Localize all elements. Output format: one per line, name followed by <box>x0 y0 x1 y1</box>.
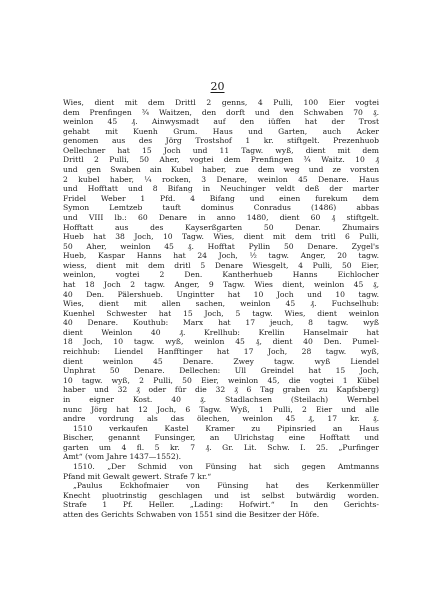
text-line: in eigner Kost. 40 ₰. Stadlachsen (Steilach) Wernbel <box>63 394 379 404</box>
page-number: 20 <box>210 80 225 93</box>
text-line: Bischer, genannt Funsinger, an Ulrichstag eine Hofftatt und <box>63 433 379 443</box>
text-line: garten um 4 fl. 5 kr. 7 ₰. Gr. Lit. Schw. I. 25. „Purfinger <box>63 442 379 452</box>
text-line: Knecht pluotrinstig geschlagen und ist selbst butwärdig worden. <box>63 490 379 500</box>
text-line: Drittl 2 Pulli, 50 Aher, vogtei dem Prenfingen ¾ Waitz. 10 ₰ <box>63 155 379 165</box>
text-line: 1510. „Der Schmid von Fünsing hat sich gegen Amtmanns <box>73 461 379 471</box>
text-line: Hueb, Kaspar Hanns hat 24 Joch, ½ tagw. Anger, 20 tagw. <box>63 251 379 261</box>
text-line: Oellechner hat 15 Joch und 11 Tagw. wyß, dient mit dem <box>63 145 379 155</box>
text-line: 50 Aher, weinlon 45 ₰. Hofftat Pyllin 50 Denare. Zygel's <box>63 241 379 251</box>
text-line: und VIII lb.: 60 Denare in anno 1480, dient 60 ₰ stiftgelt. <box>63 212 379 222</box>
text-line: dient weinlon 45 Denare. Zwey tagw. wyß Liendel <box>63 356 379 366</box>
text-line: Hueb hat 38 Joch, 10 Tagw. Wies, dient mit dem tritl 6 Pulli, <box>63 232 379 242</box>
text-line: 18 Joch, 10 tagw. wyß, weinlon 45 ₰, dient 40 Den. Pumel- <box>63 337 379 347</box>
body-text <box>63 98 379 519</box>
text-line: Strafe 1 Pf. Heller. „Lading: Hofwirt.“ In den Gerichts- <box>63 500 379 510</box>
text-line: Wies, dient mit allen sachen, weinlon 45 ₰. Fuchselhub: <box>63 299 379 309</box>
text-line: haber und 32 ₰ oder für die 32 ₰ 6 Tag graben zu Kapfsberg) <box>63 385 379 395</box>
text-line: dem Prenfingen ¾ Waitzen, den dorft und den Schwaben 70 ₰. <box>63 107 379 117</box>
text-line: gehabt mit Kuenh Grum. Haus und Garten, auch Acker <box>63 126 379 136</box>
text-line: Pfand mit Gewalt gewert. Strafe 7 kr.“ <box>63 471 212 481</box>
text-line: 40 Den. Pälershueb. Ungintter hat 10 Joch und 10 tagw. <box>63 289 379 299</box>
text-line: 2 kubel haber, ¼ rocken, 3 Denare, weinlon 45 Denare. Haus <box>63 174 379 184</box>
text-line: dient Weinlon 40 ₰. Krellhub: Krellin Hanselmair hat <box>63 327 379 337</box>
text-line: weinlon, vogtei 2 Den. Kantherhueb Hanns Eichlocher <box>63 270 379 280</box>
text-line: Hofftatt aus des Kayserßgarten 50 Denar. Zhumairs <box>63 222 379 232</box>
text-line: wiess, dient mit dem dritl 5 Denare Wiesgelt, 4 Pulli, 50 Eier, <box>63 260 379 270</box>
text-line: atten des Gerichts Schwaben von 1551 sind die Besitzer der Höfe. <box>63 509 320 519</box>
text-line: andre vordrung als das ölechen, weinlon 45 ₰, 17 kr. ₰. <box>63 414 379 424</box>
text-line: 10 tagw. wyß, 2 Pulli, 50 Eier, weinlon 45, die vogtei 1 Kübel <box>63 375 379 385</box>
text-line: und Hofftatt und 8 Bifang in Neuchinger veldt deß der marter <box>63 184 379 194</box>
text-line: Kuenhel Schwester hat 15 Joch, 5 tagw. Wies, dient weinlon <box>63 308 379 318</box>
text-line: Amt“ (vom Jahre 1437—1552). <box>63 452 182 462</box>
text-line: Wies, dient mit dem Drittl 2 genns, 4 Pulli, 100 Eier vogtei <box>63 98 379 107</box>
text-line: hat 18 Joch 2 tagw. Anger, 9 Tagw. Wies dient, weinlon 45 ₰, <box>63 279 379 289</box>
text-line: 1510 verkaufen Kastel Kramer zu Pipinsried an Haus <box>73 423 379 433</box>
text-line: Symon Lemtzeb tauft dominus Conradus (1486) abbas <box>63 203 379 213</box>
text-line: Fridel Weber 1 Pfd. 4 Bifang und einen furekum dem <box>63 193 379 203</box>
text-line: genomen aus des Jörg Trostshof 1 kr. stiftgelt. Prezenhuob <box>63 136 379 146</box>
text-line: nunc Jörg hat 12 Joch, 6 Tagw. Wyß, 1 Pulli, 2 Eier und alle <box>63 404 379 414</box>
text-line: 40 Denare. Kouthub: Marx hat 17 jeuch, 8 tagw. wyß <box>63 318 379 328</box>
text-line: „Paulus Eckhofmaier von Fünsing hat des Kerkenmüller <box>73 481 379 491</box>
text-line: weinlon 45 ₰. Ainwysmadt auf den iüffen hat der Trost <box>63 117 379 127</box>
text-line: reichhub: Liendel Hanfftinger hat 17 Joch, 28 tagw. wyß, <box>63 347 379 357</box>
text-line: und gen Swaben ain Kubel haber, zue dem weg und ze vorsten <box>63 165 379 175</box>
text-line: Unphrat 50 Denare. Dellechen: Ull Greindel hat 15 Joch, <box>63 366 379 376</box>
